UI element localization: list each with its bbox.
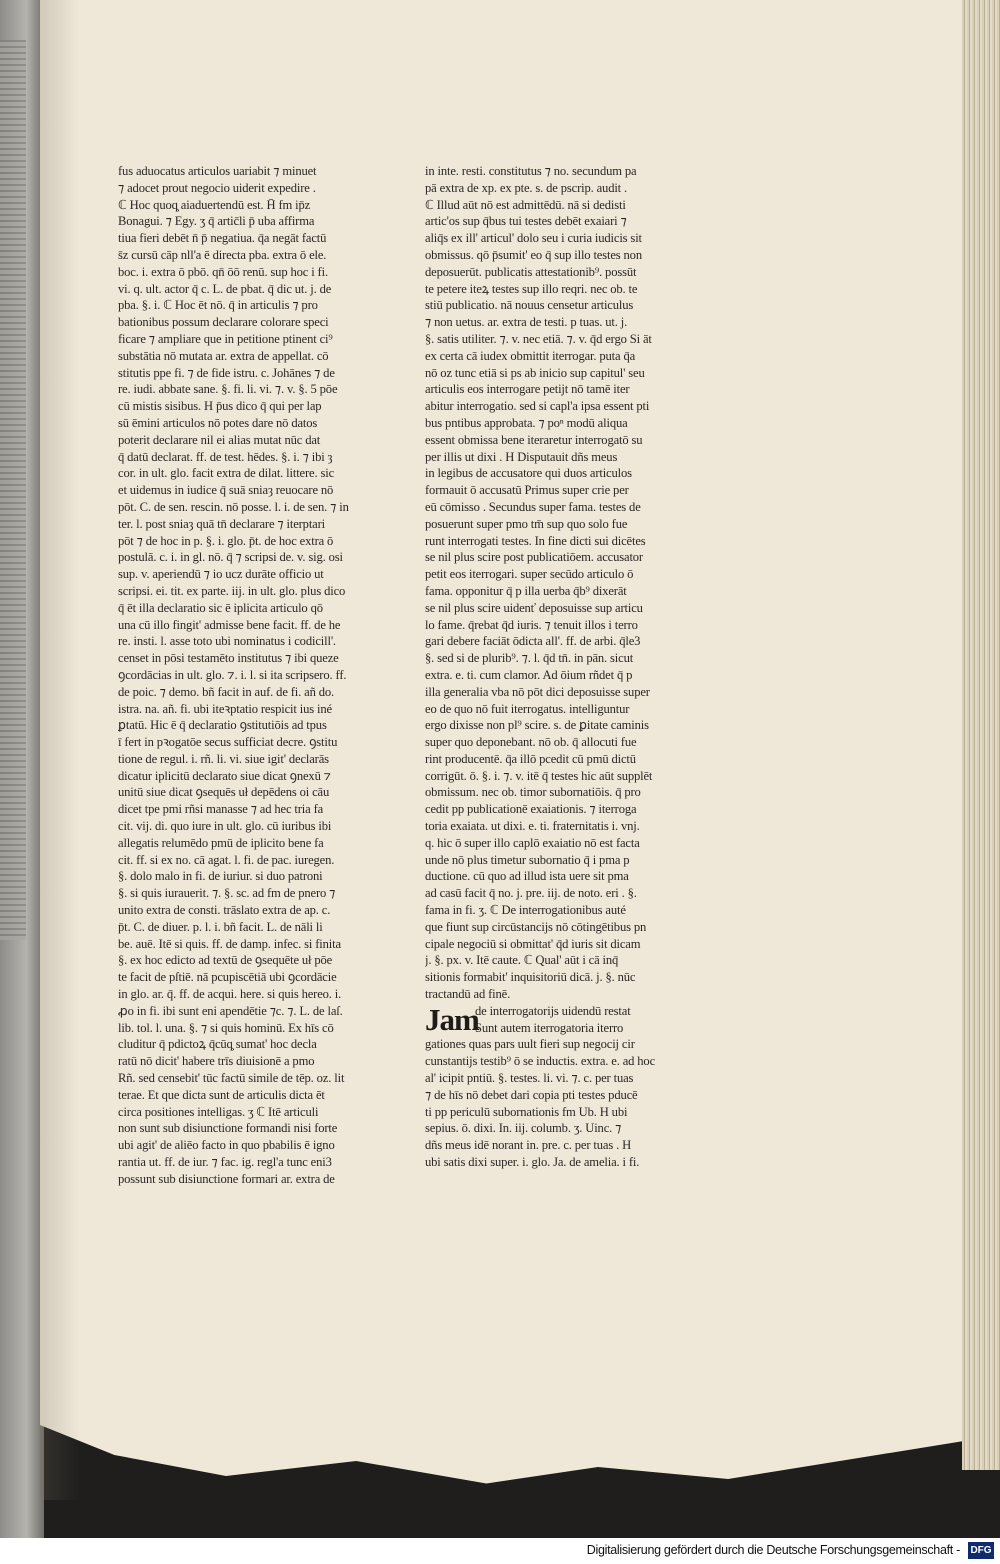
- text-line: se nil plus scire post publicatiōem. accusator: [425, 550, 643, 565]
- text-line: formauit ō accusatū Primus super crie per: [425, 483, 629, 498]
- text-line: toria exaiata. ut dixi. e. ti. fraternitatis i. vnj.: [425, 819, 640, 834]
- text-line: ī fert in pꝛogatōe secus sufficiat decre. ꝯstitu: [118, 735, 338, 750]
- text-line: cluditur q̄ pdictoꝝ q̄cūq̧ sumat' hoc decla: [118, 1037, 317, 1052]
- text-line: cunstantijs testib⁹ ō se inductis. extra. e. ad hoc: [425, 1054, 656, 1069]
- text-line: unitū siue dicat ꝯsequēs uł depēdens oi cāu: [118, 785, 330, 800]
- text-line: ubi satis dixi super. i. glo. Ja. de amelia. i fi.: [425, 1155, 640, 1170]
- text-line: ad casū facit q̄ no. j. pre. iij. de noto. eri . §.: [425, 886, 637, 901]
- text-line: p̄t. C. de diuer. p. l. i. bñ facit. L. de nāli li: [118, 919, 323, 934]
- text-line: essent obmissa bene iteraretur interrogatō su: [425, 432, 643, 447]
- text-line: ex certa cā iudex obmittit iterrogar. puta q̄a: [425, 348, 636, 363]
- right-column-text-after-initial: [425, 1036, 720, 1170]
- text-line: cū mistis sisibus. H p̄us dico q̄ qui per lap: [118, 399, 322, 414]
- text-line: j. §. px. v. Itē caute. ℂ Qual' aūt i cā inq̄: [425, 953, 619, 968]
- text-line: al' icipit pntiū. §. testes. li. vi. ⁊. c. per tuas: [425, 1071, 634, 1086]
- text-line: §. ex hoc edicto ad textū de ꝯsequēte uł pōe: [118, 953, 333, 968]
- text-line: stitutis ppe fi. ⁊ de fide istru. c. Johānes ⁊ de: [118, 365, 335, 380]
- text-line: sū ēmini articulos nō potes dare nō datos: [118, 415, 318, 430]
- text-line: q̄ datū declarat. ff. de test. hēdes. §. i. ⁊ ibi ȝ: [118, 449, 333, 464]
- text-line: ratū nō dicit' habere trīs diuisionē a pmo: [118, 1054, 315, 1069]
- text-line: pba. §. i. ℂ Hoc ēt nō. q̄ in articulis ⁊ pro: [118, 298, 318, 313]
- footer-bar: [0, 1538, 1000, 1564]
- text-line: rint producentē. q̄a illō pcedit cū pmū dictū: [425, 751, 636, 766]
- text-line: te facit de pſtiē. nā pcupiscētiā ubi ꝯcordācie: [118, 970, 337, 985]
- text-line: ubi agit' de aliēo facto in quo pbabilis ē igno: [118, 1138, 335, 1153]
- text-line: ti pp periculū subornationis fm Ub. H ubi: [425, 1104, 628, 1119]
- text-line: ꝓo in fi. ibi sunt eni apendētie ⁊c. ⁊. L. de laſ.: [118, 1003, 343, 1018]
- text-line: allegatis relumēdo pmū de iplicito bene fa: [118, 835, 324, 850]
- page-fore-edge: [962, 0, 1000, 1470]
- gutter-shadow: [40, 0, 80, 1500]
- text-line: dñs meus idē norant in. pre. c. per tuas . H: [425, 1138, 632, 1153]
- text-line: se nil plus scire uidenť deposuisse sup articu: [425, 600, 643, 615]
- text-line: in glo. ar. q̄. ff. de acqui. here. si quis hereo. i.: [118, 987, 342, 1002]
- text-line: eo de quo nō fuit iterrogatus. intelliguntur: [425, 701, 630, 716]
- text-line: gari debere faciāt ōdicta all'. ff. de arbi. q̄le3: [425, 634, 641, 649]
- text-line: boc. i. extra ō pbō. qn̄ ōō renū. sup hoc i fi.: [118, 264, 328, 279]
- right-column-text-before-initial: [425, 163, 720, 1003]
- text-line: terae. Et que dicta sunt de articulis dicta ēt: [118, 1087, 325, 1102]
- text-line: in legibus de accusatore qui duos articulos: [425, 466, 632, 481]
- text-line: rantia ut. ff. de iur. ⁊ fac. ig. regl'a tunc eni3: [118, 1155, 332, 1170]
- text-line: extra. e. ti. cum clamor. Ad ōium rñdet q̄ p: [425, 667, 633, 682]
- text-line: tiua fieri debēt n̄ p̄ negatiua. q̄a negāt factū: [118, 231, 327, 246]
- text-line: s̄z cursū cāp nll'a ē directa pba. extra ō ele.: [118, 247, 327, 262]
- text-line: ꝯcordācias in ult. glo. ⁊. i. l. si ita scripsero. ff.: [118, 667, 347, 682]
- text-line: posuerunt super pmo tm̄ sup quo solo fue: [425, 516, 628, 531]
- text-line: cit. vij. di. quo iure in ult. glo. cū iuribus ibi: [118, 819, 332, 834]
- text-line: lo fame. q̄rebat q̄d iuris. ⁊ tenuit illos i terro: [425, 617, 638, 632]
- text-line: ficare ⁊ ampliare que in petitione ptinent ci⁹: [118, 331, 333, 346]
- text-line: q. hic ō super illo caplō exaiatio nō est facta: [425, 835, 640, 850]
- text-line: te petere iteꝝ testes sup illo reqri. nec ob. te: [425, 281, 638, 296]
- text-line: ⁊ adocet prout negocio uiderit expedire .: [118, 180, 316, 195]
- text-line: petit eos iterrogari. super secūdo articulo ō: [425, 567, 634, 582]
- funding-credit: Digitalisierung gefördert durch die Deutsche Forschungsgemeinschaft -: [586, 1543, 960, 1557]
- initial-line: Sunt autem iterrogatoria iterro: [475, 1020, 624, 1035]
- text-line: pā extra de xp. ex pte. s. de pscrip. audit .: [425, 180, 628, 195]
- facing-page-edge: [0, 0, 44, 1538]
- text-line: dicet tpe pmi rñsi manasse ⁊ ad hec tria fa: [118, 802, 324, 817]
- text-line: fama in fi. ʒ. ℂ De interrogationibus auté: [425, 903, 626, 918]
- text-line: §. si quis iurauerit. ⁊. §. sc. ad fm de pnero ⁊: [118, 886, 336, 901]
- text-column-right: [425, 163, 720, 1171]
- text-line: dicatur iplicitū declarato siue dicat ꝯnexū ⁊: [118, 768, 331, 783]
- text-line: circa positiones intelligas. ʒ ℂ Itē articuli: [118, 1104, 319, 1119]
- text-line: poterit declarare nil ei alias mutat nūc dat: [118, 432, 321, 447]
- text-line: que fiunt sup circūstancijs nō cōtingētibus pn: [425, 919, 647, 934]
- text-line: vi. q. ult. actor q̄ c. L. de pbat. q̄ dic ut. j. de: [118, 281, 332, 296]
- initial-letter-jam: Jam: [425, 1001, 479, 1037]
- text-line: q̄ ēt illa declaratio sic ē iplicita articulo qō: [118, 600, 323, 615]
- text-line: §. dolo malo in fi. de iuriur. si duo patroni: [118, 869, 323, 884]
- text-line: possunt sub disiunctione formari ar. extra de: [118, 1171, 335, 1186]
- text-line: Bonagui. ⁊ Egy. ʒ q̄ artic̄li p̄ uba affirma: [118, 214, 315, 229]
- text-line: istra. na. añ. fi. ubi iteꝛptatio respicit ius iné: [118, 701, 332, 716]
- text-line: fama. opponitur q̄ p illa uerba q̄b⁹ dixerāt: [425, 583, 627, 598]
- text-line: ductione. cū quo ad illud ista uere sit pma: [425, 869, 629, 884]
- text-line: super quo deponebant. nō ob. q̄ allocuti fue: [425, 735, 637, 750]
- text-line: re. insti. l. asse toto ubi nominatus i codicill'.: [118, 634, 336, 649]
- text-line: bus pntibus approbata. ⁊ poⁿ modū aliqua: [425, 415, 628, 430]
- text-line: tractandū ad finē.: [425, 987, 511, 1002]
- text-line: sitionis formabit' inquisitoriū dicā. j. §. nūc: [425, 970, 636, 985]
- text-line: una cū illo fingit' admisse bene facit. ff. de he: [118, 617, 341, 632]
- text-line: gationes quas pars uult fieri sup negocij cir: [425, 1037, 635, 1052]
- text-line: runt interrogati testes. In fine dicti sui dicētes: [425, 533, 646, 548]
- text-line: de poic. ⁊ demo. bñ facit in auf. de fi. añ do.: [118, 684, 335, 699]
- text-line: et uidemus in iudice q̄ suā sniaȝ reuocare nō: [118, 483, 334, 498]
- text-line: ℂ Illud aūt nō est admittēdū. nā si dedisti: [425, 197, 626, 212]
- text-line: ꝑtatū. Hic ē q̄ declaratio ꝯstitutiōis ad tpus: [118, 718, 327, 733]
- text-line: re. iudi. abbate sane. §. fi. li. vi. ⁊. v. §. 5 pōe: [118, 382, 338, 397]
- text-column-left: [118, 163, 413, 1188]
- text-line: unde nō plus timetur subornatio q̄ i pma p: [425, 852, 630, 867]
- text-line: ergo dixisse non pl⁹ scire. s. de ꝑitate caminis: [425, 718, 649, 733]
- text-line: postulā. c. i. in gl. nō. q̄ ⁊ scripsi de. v. sig. osi: [118, 550, 343, 565]
- text-line: per illis ut dixi . H Disputauit dñs meus: [425, 449, 618, 464]
- text-line: cit. ff. si ex no. cā agat. l. fi. de pac. iuregen.: [118, 852, 335, 867]
- decorated-initial-block: [425, 1003, 720, 1037]
- text-line: aliq̄s ex ill' articul' dolo seu i curia iudicis sit: [425, 231, 642, 246]
- text-line: sup. v. aperiendū ⁊ io ucz durāte officio ut: [118, 567, 324, 582]
- text-line: §. sed si de plurib⁹. ⁊. l. q̄d tn̄. in pān. sicut: [425, 651, 634, 666]
- text-line: corrigūt. ō. §. i. ⁊. v. itē q̄ testes hic aūt supplēt: [425, 768, 653, 783]
- text-line: cipale negociū si obmittat' q̄d iuris sit dicam: [425, 936, 641, 951]
- text-line: unito extra de consti. trāslato extra de ap. c.: [118, 903, 331, 918]
- text-line: pōt ⁊ de hoc in p. §. i. glo. p̄t. de hoc extra ō: [118, 533, 334, 548]
- text-line: ⁊ de hīs nō debet dari copia pti testes pducē: [425, 1087, 638, 1102]
- text-line: nō oz tunc etiā si ps ab inicio sup capitul' seu: [425, 365, 645, 380]
- text-line: ter. l. post sniaȝ quā tn̄ declarare ⁊ iterptari: [118, 516, 326, 531]
- text-line: illa generalia vba nō pōt dici deposuisse super: [425, 684, 650, 699]
- initial-line: de interrogatorijs uidendū restat: [475, 1003, 631, 1018]
- text-line: be. auē. Itē si quis. ff. de damp. infec. si finita: [118, 936, 341, 951]
- dfg-logo: DFG: [968, 1542, 994, 1559]
- text-line: scripsi. ei. tit. ex parte. iij. in ult. glo. plus dico: [118, 583, 346, 598]
- text-line: cor. in ult. glo. facit extra de dilat. littere. sic: [118, 466, 335, 481]
- text-line: cedit pp publicationē exaiationis. ⁊ iterroga: [425, 802, 637, 817]
- text-line: lib. tol. l. una. §. ⁊ si quis hominū. Ex hīs cō: [118, 1020, 334, 1035]
- text-line: eū cōmisso . Secundus super fama. testes de: [425, 499, 641, 514]
- text-line: stiū publicatio. nā nouus censetur articulus: [425, 298, 634, 313]
- text-line: bationibus possum declarare colorare speci: [118, 315, 329, 330]
- text-line: in inte. resti. constitutus ⁊ no. secundum pa: [425, 164, 637, 178]
- text-line: substātia nō mutata ar. extra de appellat. cō: [118, 348, 329, 363]
- text-line: non sunt sub disiunctione formandi nisi forte: [118, 1121, 338, 1136]
- text-line: obmissum. nec ob. timor subornatiōis. q̄ pro: [425, 785, 641, 800]
- text-line: tione de regul. i. rñ. li. vi. siue igit' declarās: [118, 751, 329, 766]
- text-line: obmissus. qō p̄sumit' eo q̄ sup illo testes non: [425, 247, 642, 262]
- text-line: Rñ. sed censebit' tūc factū simile de tēp. oz. lit: [118, 1071, 345, 1086]
- text-line: censet in pōsi testamēto institutus ⁊ ibi queze: [118, 651, 339, 666]
- text-line: §. satis utiliter. ⁊. v. nec etiā. ⁊. v. q̄d ergo Si āt: [425, 331, 652, 346]
- text-line: deposuerūt. publicatis attestationib⁹. possūt: [425, 264, 637, 279]
- text-line: articulis eos interrogare petijt nō tamē iter: [425, 382, 630, 397]
- text-line: sepius. ō. dixi. In. iij. columb. ʒ. Uinc. ⁊: [425, 1121, 622, 1136]
- text-line: ⁊ non uetus. ar. extra de testi. p tuas. ut. j.: [425, 315, 628, 330]
- text-line: pōt. C. de sen. rescin. nō posse. l. i. de sen. ⁊ in: [118, 499, 349, 514]
- text-line: fus aduocatus articulos uariabit ⁊ minuet: [118, 164, 317, 178]
- text-line: abitur interrogatio. sed si capl'a ipsa essent pti: [425, 399, 650, 414]
- text-line: artic'os sup q̄bus tui testes debēt exaiari ⁊: [425, 214, 627, 229]
- text-line: ℂ Hoc quoq̧ aiaduertendū est. H̄ fm ip̄z: [118, 197, 311, 212]
